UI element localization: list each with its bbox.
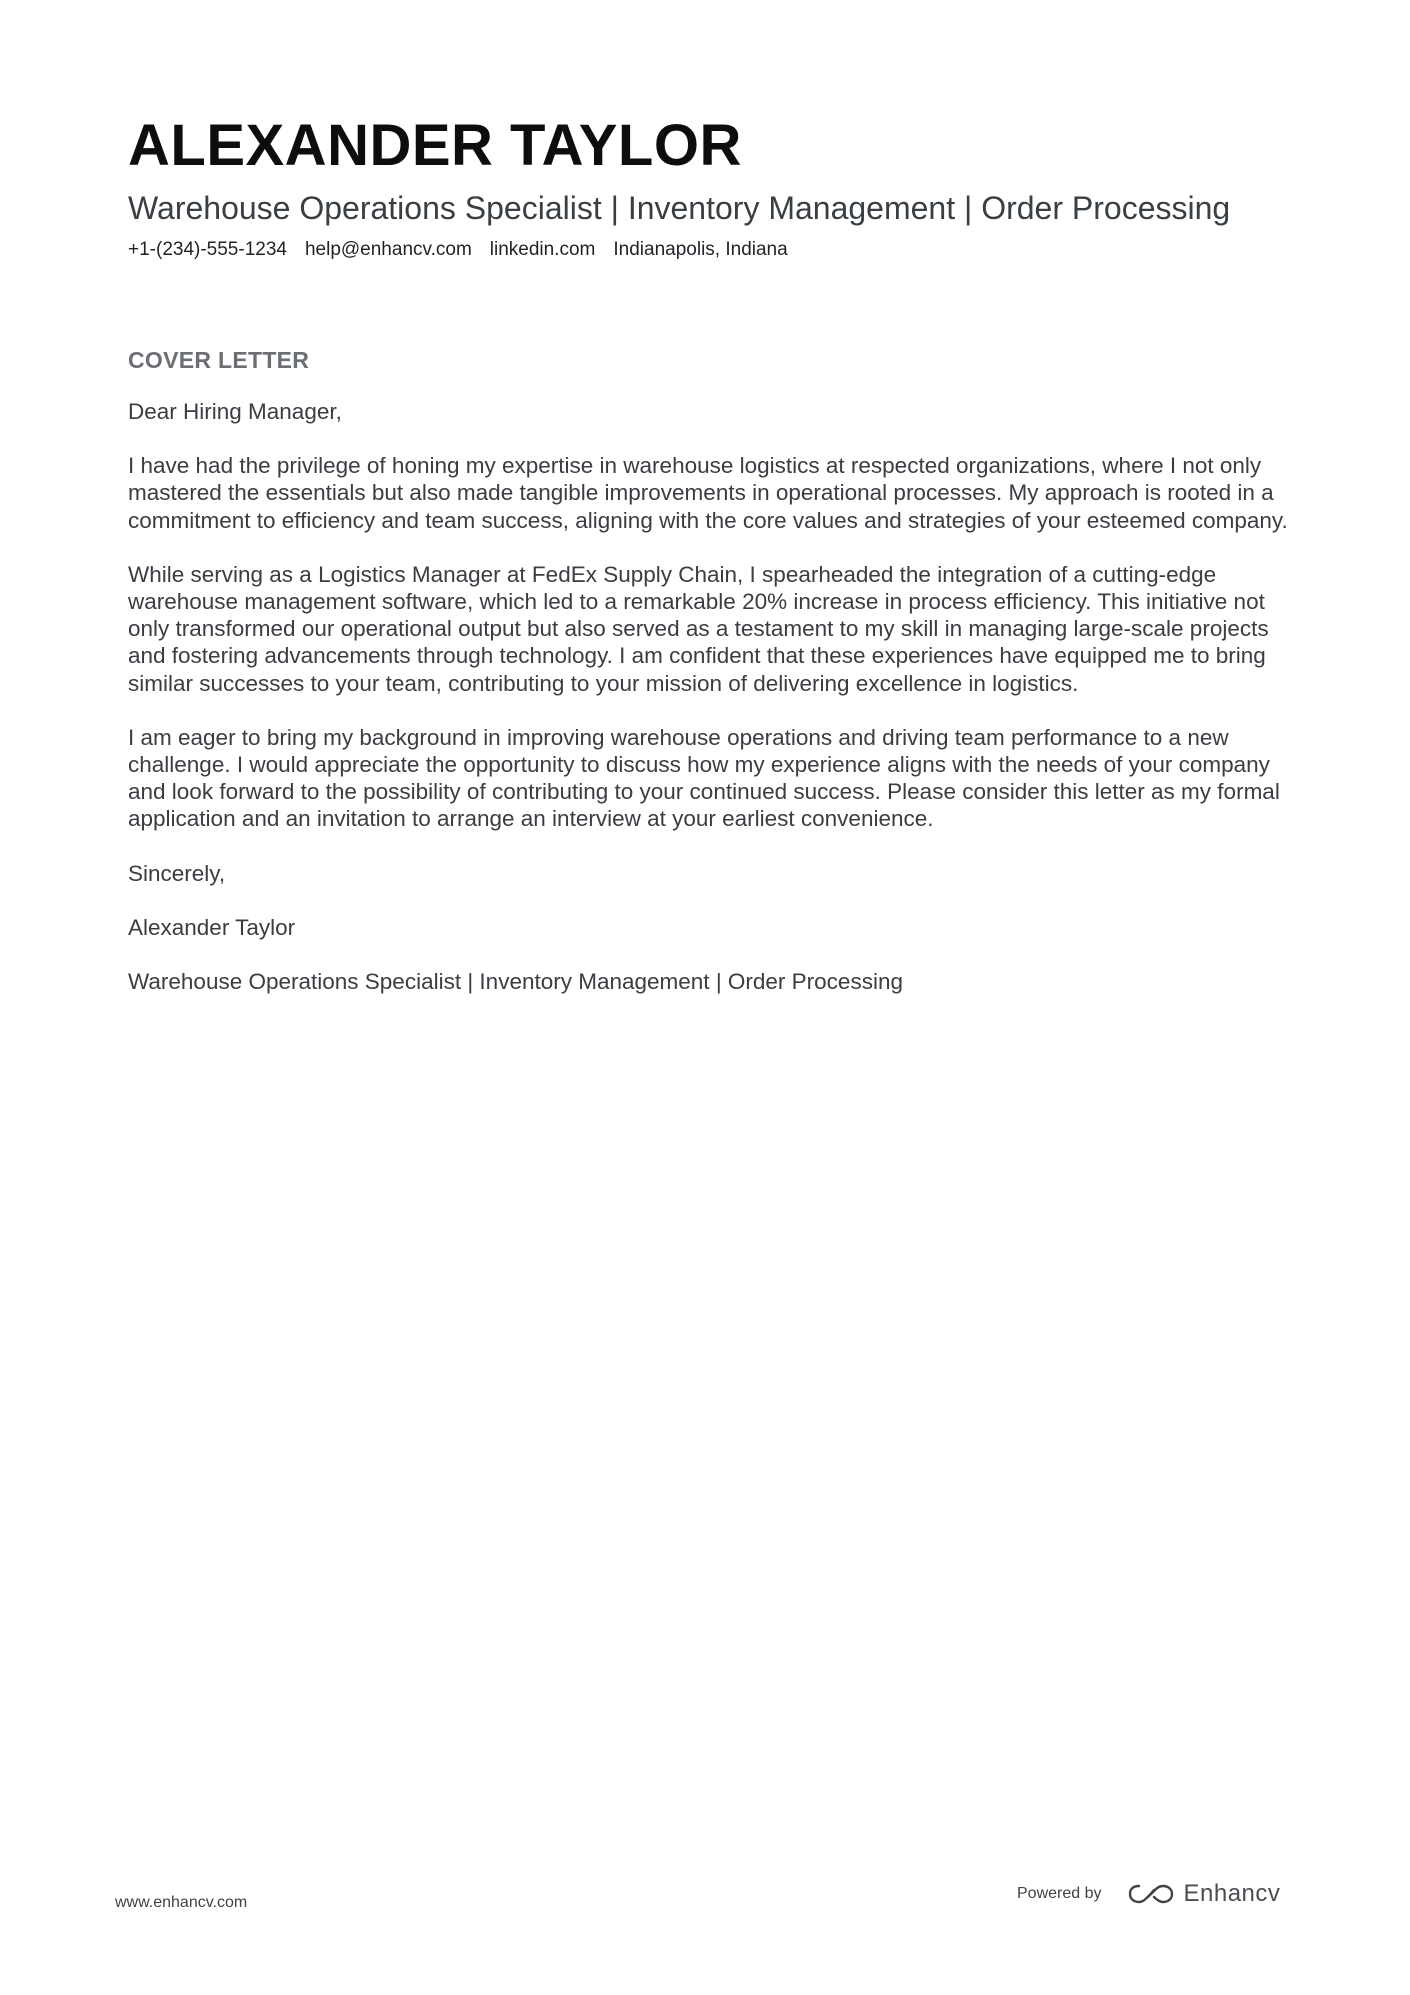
powered-by-label: Powered by [1017,1885,1102,1902]
letter-greeting: Dear Hiring Manager, [128,399,342,424]
contact-email[interactable]: help@enhancv.com [304,239,472,260]
enhancv-logo-icon [1128,1882,1174,1906]
section-title: COVER LETTER [128,347,310,373]
footer-branding [1017,1880,1280,1908]
footer-website-link[interactable]: www.enhancv.com [115,1894,248,1911]
signature-name: Alexander Taylor [128,914,296,940]
letter-paragraph: While serving as a Logistics Manager at FedEx Supply Chain, I spearheaded the integration of a cutting-edge warehouse management software, which led to a remarkable 20% increase in process efficiency. This initiative not only transformed our operational output but also served as a testament to my skill in managing large-scale projects and fostering advancements through technology. I am confident that these experiences have equipped me to bring similar successes to your team, contributing to your mission of delivering excellence in logistics. [128,561,1269,696]
letter-body [128,398,1296,1022]
brand-link[interactable] [1128,1880,1281,1908]
letter-paragraph: I am eager to bring my background in improving warehouse operations and driving team performance to a new challenge. I would appreciate the opportunity to discuss how my experience aligns with the needs of your company and look forward to the possibility of contributing to your continued success. Please consider this letter as my formal application and an invitation to arrange an interview at your earliest convenience. [128,724,1280,832]
contact-phone[interactable]: +1-(234)-555-1234 [128,239,287,260]
contact-linkedin[interactable]: linkedin.com [489,239,596,260]
brand-name: Enhancv [1183,1880,1281,1907]
resume-header [128,112,1288,262]
contact-info-row [128,238,1288,262]
letter-closing: Sincerely, [128,860,226,886]
applicant-name: ALEXANDER TAYLOR [128,113,742,178]
contact-location: Indianapolis, Indiana [613,239,788,260]
applicant-headline: Warehouse Operations Specialist | Inventory Management | Order Processing [128,190,1231,226]
signature-title: Warehouse Operations Specialist | Inventory Management | Order Processing [128,969,903,995]
letter-paragraph: I have had the privilege of honing my expertise in warehouse logistics at respected organizations, where I not only mastered the essentials but also made tangible improvements in operational processes. My approach is rooted in a commitment to efficiency and team success, aligning with the core values and strategies of your esteemed company. [128,453,1288,533]
